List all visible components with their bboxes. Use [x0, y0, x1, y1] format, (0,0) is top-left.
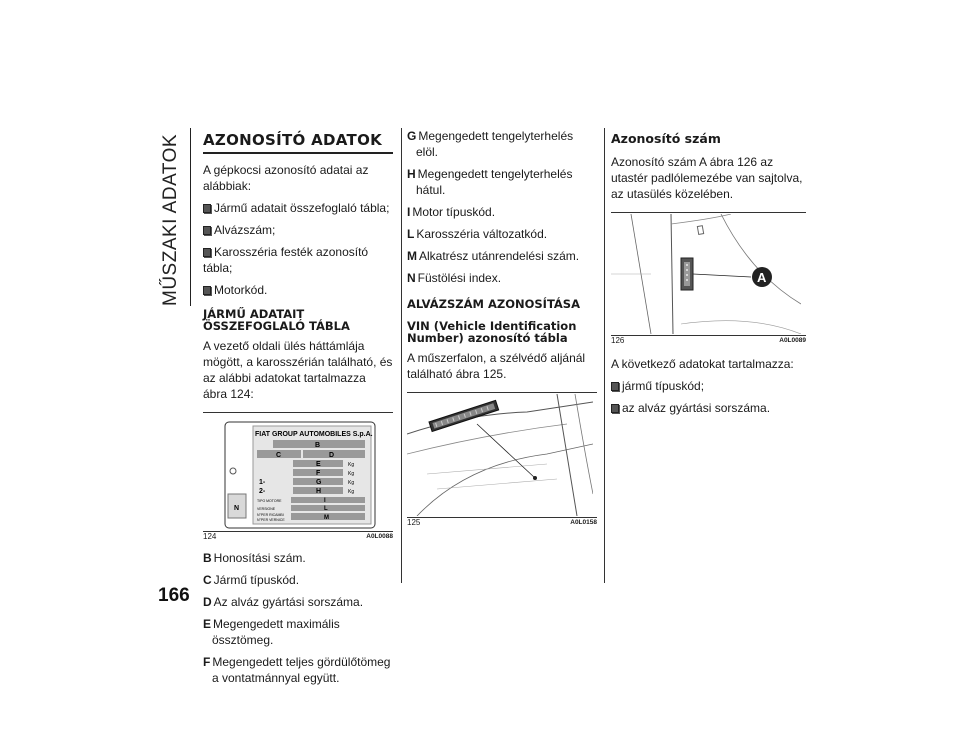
svg-text:H: H [316, 487, 322, 495]
svg-text:N°PER VERNICE: N°PER VERNICE [257, 517, 285, 522]
column-3 [611, 128, 806, 422]
svg-text:C: C [276, 451, 282, 459]
checkbox-bullet-icon [611, 382, 619, 391]
list-item: az alváz gyártási sorszáma. [611, 400, 806, 416]
svg-text:TIPO MOTORE: TIPO MOTORE [257, 498, 282, 503]
figure-124 [203, 412, 393, 541]
section-text: A műszerfalon, a szélvédő aljánál található ábra 125. [407, 351, 586, 381]
title-underline [203, 152, 393, 154]
svg-text:E: E [316, 460, 321, 468]
definition-item: H Megengedett tengelyterhelés hátul. [407, 167, 573, 197]
intro-text: A gépkocsi azonosító adatai az alábbiak: [203, 162, 369, 193]
svg-text:FIAT GROUP AUTOMOBILES S.p.A.: FIAT GROUP AUTOMOBILES S.p.A. [255, 430, 373, 438]
svg-text:F: F [316, 469, 321, 477]
svg-text:2-: 2- [259, 487, 266, 495]
section-side-title: MŰSZAKI ADATOK [160, 133, 181, 306]
svg-text:Kg: Kg [348, 488, 355, 495]
definition-item: F Megengedett teljes gördülőtömeg a vontatmánnyal együtt. [203, 654, 391, 685]
section-text: Azonosító szám A ábra 126 az utastér padlólemezébe van sajtolva, az utasülés közelében. [611, 155, 803, 201]
definition-item: L Karosszéria változatkód. [407, 227, 548, 241]
svg-text:Kg: Kg [348, 461, 355, 468]
vehicle-plate-illustration [203, 414, 389, 530]
section-heading: VIN (Vehicle Identification Number) azonosító tábla [407, 319, 577, 345]
side-divider [190, 128, 191, 306]
definition-item: B Honosítási szám. [203, 550, 306, 565]
svg-text:B: B [315, 441, 321, 449]
definition-item: G Megengedett tengelyterhelés elöl. [407, 129, 574, 159]
svg-text:Kg: Kg [348, 470, 355, 477]
svg-text:VERSIONE: VERSIONE [257, 506, 276, 511]
column-divider-1 [401, 128, 402, 583]
figure-126 [611, 212, 806, 345]
definition-item: C Jármű típuskód. [203, 572, 300, 587]
dashboard-vin-illustration [407, 394, 593, 516]
figure-number: 126 [611, 336, 625, 345]
figure-code: A0L0158 [570, 519, 597, 526]
checkbox-bullet-icon [203, 286, 211, 295]
figure-code: A0L0089 [779, 337, 806, 344]
section-text: A vezető oldali ülés háttámlája mögött, a karosszérián található, és az alábbi adatokat tartalmazza ábra 124: [203, 338, 393, 401]
figure-number: 125 [407, 518, 421, 527]
checkbox-bullet-icon [611, 404, 619, 413]
checkbox-bullet-icon [203, 248, 211, 257]
section-heading: Azonosító szám [611, 131, 721, 146]
checkbox-bullet-icon [203, 226, 211, 235]
svg-text:Kg: Kg [348, 479, 355, 486]
svg-text:N°PER RICAMBI: N°PER RICAMBI [257, 512, 284, 517]
column-2 [407, 128, 597, 526]
main-title: AZONOSÍTÓ ADATOK [203, 131, 383, 149]
svg-text:G: G [316, 478, 322, 486]
definition-item: D Az alváz gyártási sorszáma. [203, 594, 364, 609]
definition-item: N Füstölési index. [407, 271, 502, 285]
svg-text:D: D [329, 451, 335, 459]
list-item: Karosszéria festék azonosító tábla; [203, 244, 369, 275]
column-1 [203, 128, 393, 692]
section-heading: ALVÁZSZÁM AZONOSÍTÁSA [407, 297, 580, 311]
definition-item: M Alkatrész utánrendelési szám. [407, 249, 580, 263]
definition-item: E Megengedett maximális össztömeg. [203, 616, 340, 647]
section-heading: JÁRMŰ ADATAIT ÖSSZEFOGLALÓ TÁBLA [203, 306, 350, 333]
page-number: 166 [158, 585, 190, 606]
figure-code: A0L0088 [366, 532, 393, 540]
list-item: Jármű adatait összefoglaló tábla; [203, 200, 393, 216]
definition-item: I Motor típuskód. [407, 205, 496, 219]
checkbox-bullet-icon [203, 204, 211, 213]
column-divider-2 [604, 128, 605, 583]
list-item: jármű típuskód; [611, 378, 806, 394]
floor-panel-illustration [611, 214, 801, 334]
svg-text:M: M [324, 514, 329, 521]
svg-text:1-: 1- [259, 478, 266, 486]
section-text: A következő adatokat tartalmazza: [611, 357, 794, 371]
figure-125 [407, 392, 597, 527]
svg-text:L: L [324, 505, 328, 512]
svg-text:A: A [757, 270, 767, 285]
list-item: Alvázszám; [203, 222, 393, 238]
svg-text:N: N [234, 504, 240, 512]
list-item: Motorkód. [203, 282, 393, 298]
figure-number: 124 [203, 531, 217, 541]
svg-text:I: I [324, 497, 326, 504]
